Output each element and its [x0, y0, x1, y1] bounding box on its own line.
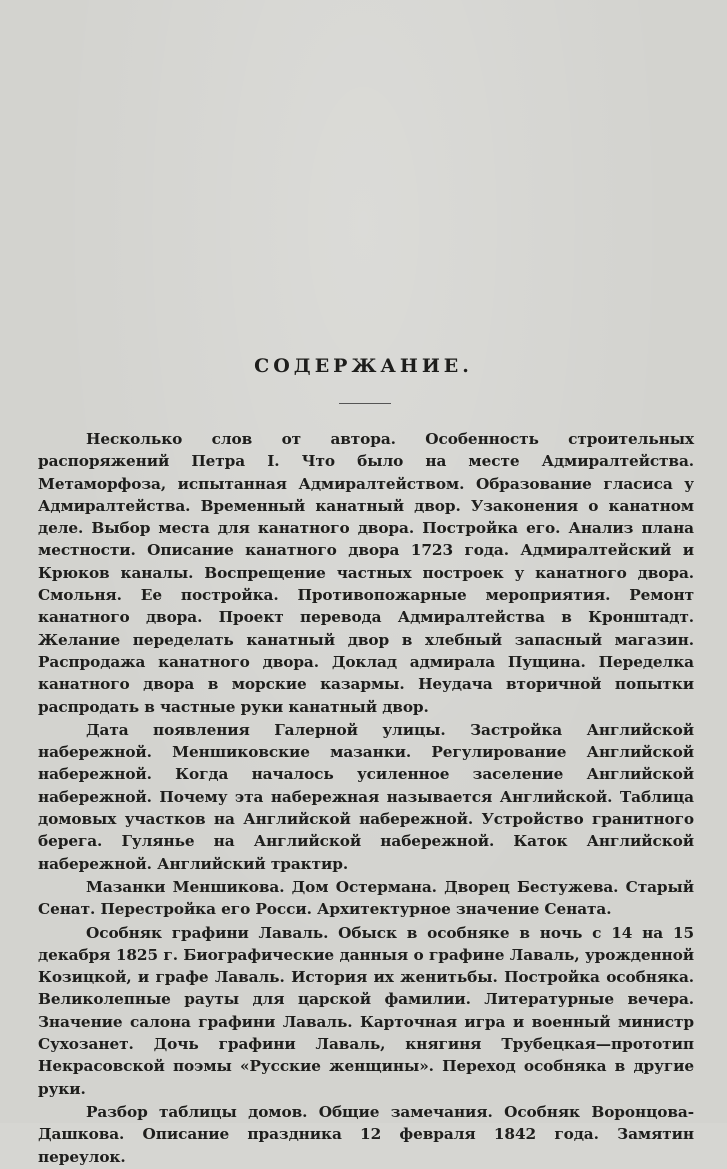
- title-divider: [339, 403, 391, 404]
- contents-paragraph-3: Мазанки Меншикова. Дом Остермана. Дворец Бестужева. Старый Сенат. Перестройка его Росси. Архитектурное значение Сената.: [38, 877, 694, 919]
- contents-paragraph-1: Несколько слов от автора. Особенность строительных распоряжений Петра I. Что было на месте Адмиралтейства. Метаморфоза, испытанная Адмиралтейством. Образование гласиса у Адмиралтейства. Временный канатный двор. Узаконения о канатном деле. Выбор места для канатного двора. Постройка его. Анализ плана местности. Описание канатного двора 1723 года. Адмиралтейский и Крюков каналы. Воспрещение частных построек у канатного двора. Смольня. Ее постройка. Противопожарные мероприятия. Ремонт канатного двора. Проект перевода Адмиралтейства в Кронштадт. Желание переделать канатный двор в хлебный запасный магазин. Распродажа канатного двора. Доклад адмирала Пущина. Переделка канатного двора в морские казармы. Неудача вторичной попытки распродать в частные руки канатный двор.: [38, 430, 694, 716]
- contents-paragraph-5: Разбор таблицы домов. Общие замечания. Особняк Воронцова-Дашкова. Описание праздника 12 февраля 1842 года. Замятин переулок.: [38, 1102, 694, 1166]
- contents-paragraph-2: Дата появления Галерной улицы. Застройка Английской набережной. Меншиковские мазанки. Регулирование Английской набережной. Когда началось усиленное заселение Английской набережной. Почему эта набережная называется Английской. Таблица домовых участков на Английской набережной. Устройство гранитного берега. Гулянье на Английской набережной. Каток Английской набережной. Английский трактир.: [38, 720, 694, 873]
- page-title: СОДЕРЖАНИЕ.: [254, 355, 473, 377]
- contents-body: [38, 428, 694, 1169]
- contents-paragraph-4: Особняк графини Лаваль. Обыск в особняке в ночь с 14 на 15 декабря 1825 г. Биографические данныя о графине Лаваль, урожденной Козицкой, и графе Лаваль. История их женитьбы. Постройка особняка. Великолепные рауты для царской фамилии. Литературные вечера. Значение салона графини Лаваль. Карточная игра и военный министр Сухозанет. Дочь графини Лаваль, княгиня Трубецкая—прототип Некрасовской поэмы «Русские женщины». Переход особняка в другие руки.: [38, 923, 694, 1098]
